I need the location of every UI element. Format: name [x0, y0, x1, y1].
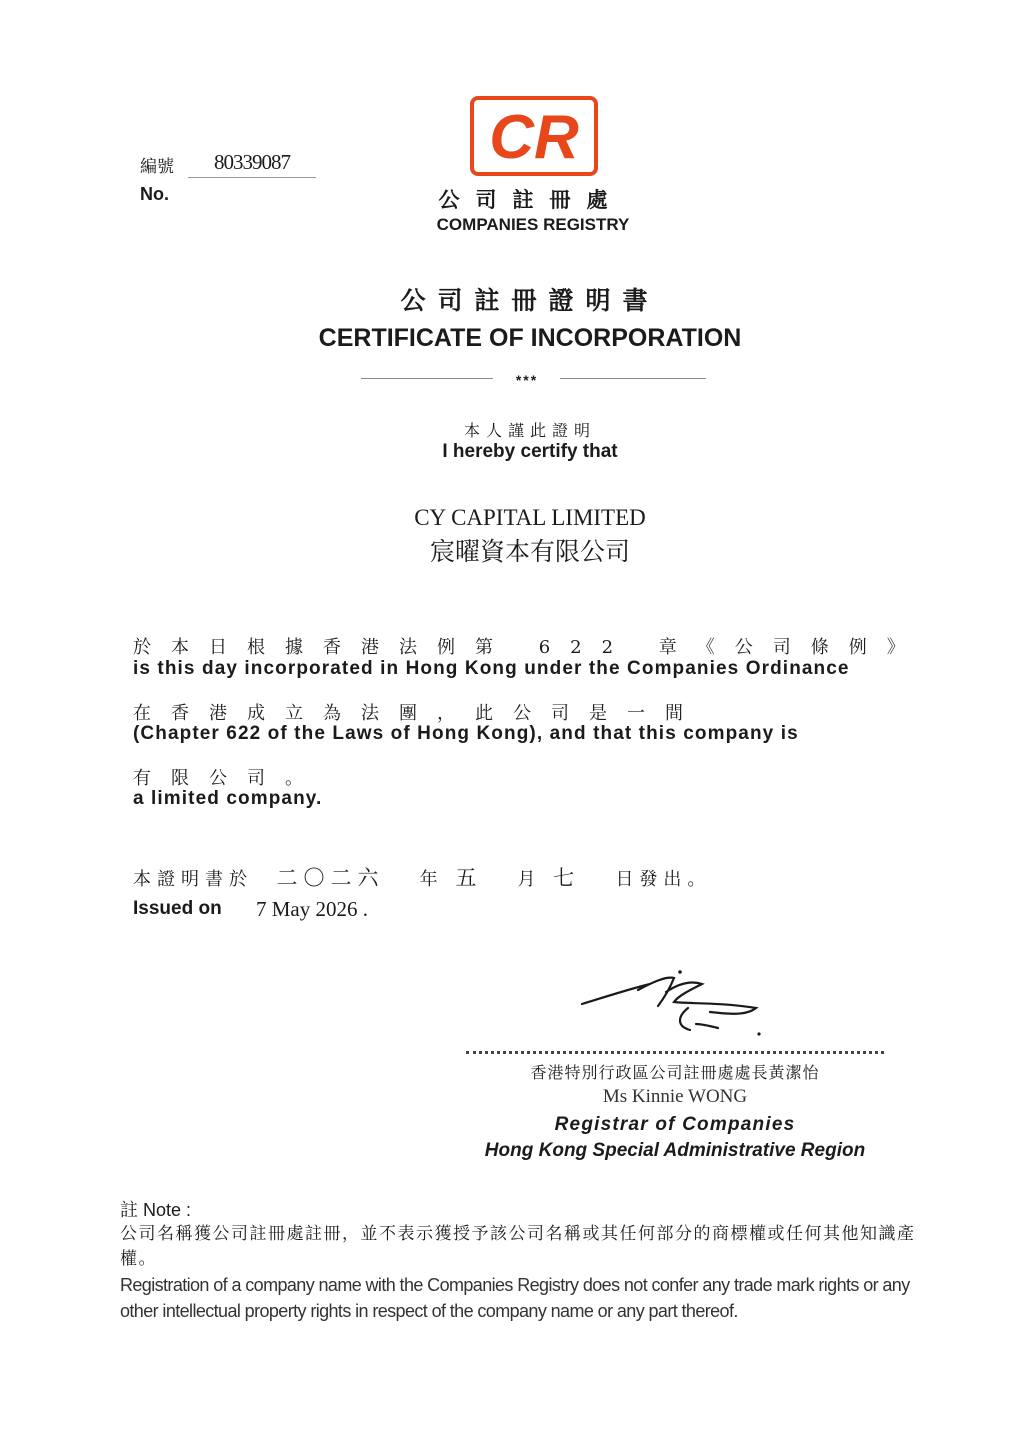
issue-date-cn-prefix: 本證明書於	[133, 869, 253, 890]
certificate-title-cn: 公司註冊證明書	[400, 286, 660, 315]
issue-date-cn-year-unit: 年	[419, 869, 444, 890]
company-name-en: CY CAPITAL LIMITED	[414, 505, 646, 530]
body-line-1-cn: 於本日根據香港法例第 622 章《公司條例》	[133, 637, 925, 658]
registrar-title-en: Registrar of Companies	[554, 1114, 796, 1135]
certify-statement-en: I hereby certify that	[442, 441, 618, 462]
issued-on-date: 7 May 2026 .	[256, 897, 368, 921]
company-name-cn: 宸曜資本有限公司	[429, 537, 630, 566]
registration-number-label-cn: 編號	[140, 157, 174, 177]
title-divider-left	[361, 378, 493, 379]
registrar-region-en: Hong Kong Special Administrative Region	[484, 1140, 866, 1161]
registration-number-label-en: No.	[140, 184, 169, 204]
registrar-name-en: Ms Kinnie WONG	[602, 1086, 748, 1107]
title-divider-right	[560, 378, 706, 379]
companies-registry-logo	[470, 96, 598, 176]
note-label: 註 Note :	[120, 1200, 192, 1220]
signature-line	[466, 1051, 884, 1054]
body-line-1-en: is this day incorporated in Hong Kong under the Companies Ordinance	[133, 658, 850, 679]
body-line-2-cn: 在香港成立為法團，此公司是一間	[133, 703, 703, 724]
body-line-3-en: a limited company.	[133, 788, 323, 809]
registry-name-en: COMPANIES REGISTRY	[436, 215, 630, 234]
issue-date-cn-year: 二〇二六	[276, 866, 385, 890]
note-text-cn: 公司名稱獲公司註冊處註冊，並不表示獲授予該公司名稱或其任何部分的商標權或任何其他知識產權。	[120, 1224, 916, 1269]
issue-date-cn-month-unit: 月	[517, 869, 542, 890]
body-line-2-en: (Chapter 622 of the Laws of Hong Kong), and that this company is	[133, 723, 799, 744]
registry-name-cn: 公司註冊處	[438, 187, 624, 212]
issue-date-cn-suffix: 日發出。	[615, 869, 712, 890]
issued-on-label: Issued on	[133, 898, 222, 919]
registrar-signature	[578, 968, 768, 1040]
registrar-title-cn: 香港特別行政區公司註冊處處長黃潔怡	[530, 1063, 820, 1082]
title-ornament-stars: ***	[515, 372, 539, 388]
note-text-en: Registration of a company name with the Companies Registry does not confer any trade mark rights or any other intellectual property rights in respect of the company name or any part thereof.	[120, 1275, 910, 1321]
issue-date-cn-day: 七	[553, 866, 581, 890]
body-line-3-cn: 有限公司。	[133, 768, 323, 789]
certificate-title-en: CERTIFICATE OF INCORPORATION	[318, 324, 742, 352]
registration-number-value: 80339087	[188, 150, 316, 178]
issue-date-cn-month: 五	[455, 866, 483, 890]
issue-date-cn	[133, 862, 711, 892]
certify-statement-cn: 本人謹此證明	[463, 421, 596, 440]
logo-text: CR	[489, 103, 579, 172]
